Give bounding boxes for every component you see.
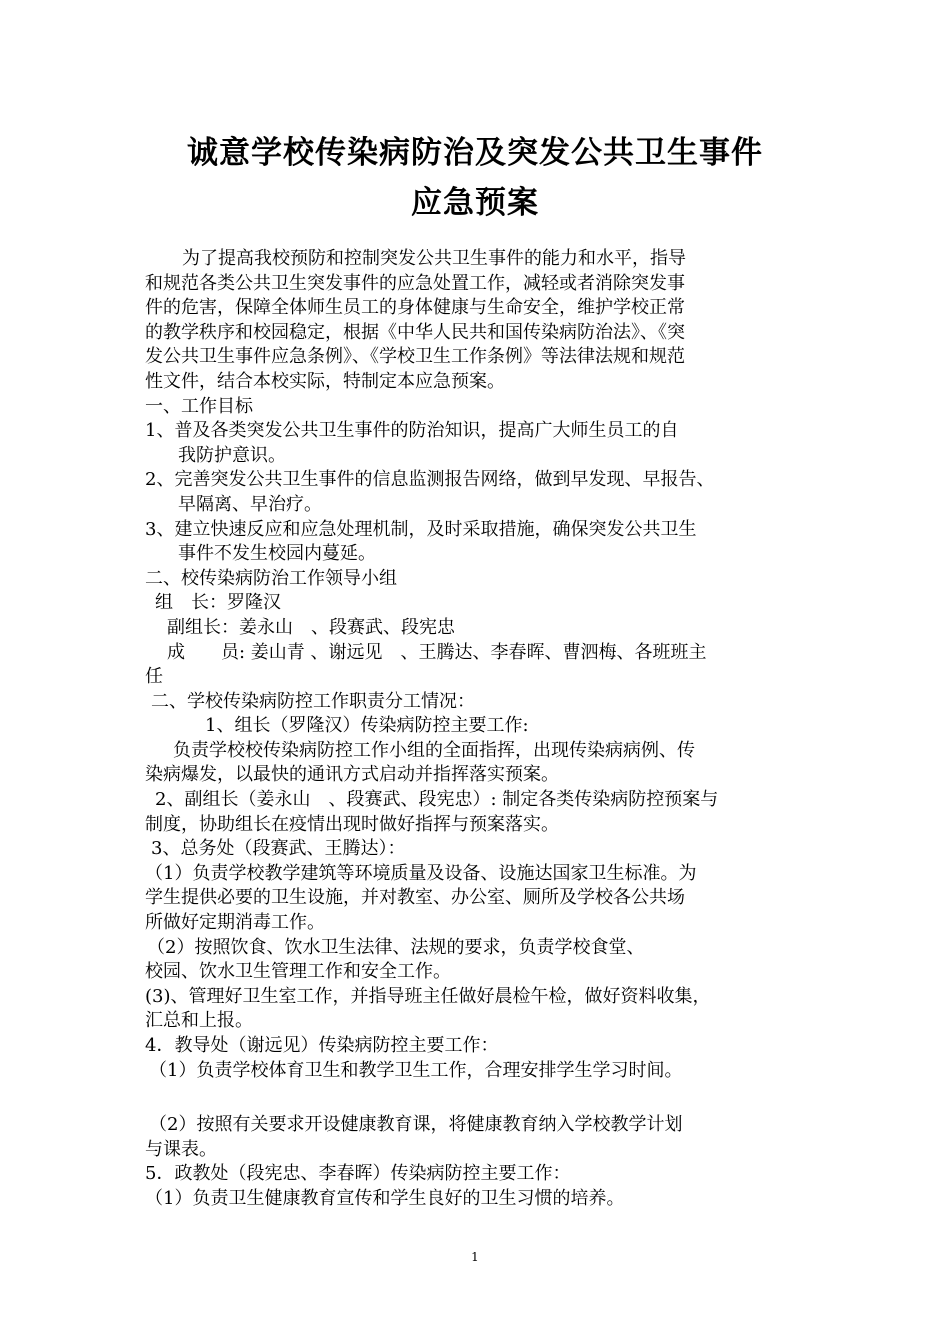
member-line: 成 员: 姜山青 、谢远见 、王腾达、李春晖、曹泗梅、各班班主 [167,641,707,663]
paragraph-line: 所做好定期消毒工作。 [145,912,325,934]
document-body [145,247,817,1212]
paragraph-line: （1）负责卫生健康教育宣传和学生良好的卫生习惯的培养。 [145,1187,625,1209]
paragraph-line: （1）负责学校体育卫生和教学卫生工作，合理安排学生学习时间。 [149,1059,683,1081]
paragraph-line: 为了提高我校预防和控制突发公共卫生事件的能力和水平，指导 [182,248,686,269]
paragraph-line: （2）按照有关要求开设健康教育课，将健康教育纳入学校教学计划 [149,1114,683,1136]
blank-line [145,1083,817,1113]
member-line: 任 [145,666,163,688]
paragraph-line: 学生提供必要的卫生设施，并对教室、办公室、厕所及学校各公共场 [145,887,685,909]
section-heading: 二、学校传染病防控工作职责分工情况： [151,690,475,712]
duty-heading: 5．政教处（段宪忠、李春晖）传染病防控主要工作： [145,1163,571,1185]
paragraph-line: （2）按照饮食、饮水卫生法律、法规的要求，负责学校食堂、 [147,936,645,958]
document-title-line-1: 诚意学校传染病防治及突发公共卫生事件 [187,135,763,171]
duty-heading: 2、副组长（姜永山 、段赛武、段宪忠）: 制定各类传染病防控预案与 [155,789,719,811]
paragraph-line: 汇总和上报。 [145,1010,253,1032]
list-item-line: 1、普及各类突发公共卫生事件的防治知识，提高广大师生员工的自 [145,420,679,442]
paragraph-line: 的教学秩序和校园稳定，根据《中华人民共和国传染病防治法》、《突 [145,321,685,343]
list-item-line: 3、建立快速反应和应急处理机制，及时采取措施，确保突发公共卫生 [145,518,697,540]
duty-heading: 3、总务处（段赛武、王腾达）： [151,838,406,860]
list-item-line: 2、完善突发公共卫生事件的信息监测报告网络，做到早发现、早报告、 [145,469,715,491]
paragraph-line: 发公共卫生事件应急条例》、《学校卫生工作条例》等法律法规和规范 [145,346,685,368]
list-item-line: 早隔离、早治疗。 [178,493,322,515]
paragraph-line: （1）负责学校教学建筑等环境质量及设备、设施达国家卫生标准。为 [145,862,697,884]
section-heading: 二、校传染病防治工作领导小组 [145,567,397,589]
list-item-line: 我防护意识。 [178,444,286,466]
duty-heading: 4．教导处（谢远见）传染病防控主要工作： [145,1035,499,1056]
duty-heading: 1、组长（罗隆汉）传染病防控主要工作: [205,715,529,737]
member-line: 组 长：罗隆汉 [155,592,281,614]
paragraph-line: 与课表。 [145,1138,217,1160]
page-number: 1 [471,1250,479,1264]
paragraph-line: 负责学校校传染病防控工作小组的全面指挥，出现传染病病例、传 [173,739,695,761]
paragraph-line: 和规范各类公共卫生突发事件的应急处置工作，减轻或者消除突发事 [145,272,685,294]
section-heading: 一、工作目标 [145,395,253,417]
paragraph-line: 染病爆发，以最快的通讯方式启动并指挥落实预案。 [145,764,559,786]
member-line: 副组长：姜永山 、段赛武、段宪忠 [167,616,455,638]
paragraph-line: 件的危害，保障全体师生员工的身体健康与生命安全，维护学校正常 [145,297,685,319]
paragraph-line: (3)、管理好卫生室工作，并指导班主任做好晨检午检，做好资料收集， [145,985,711,1007]
paragraph-line: 性文件，结合本校实际，特制定本应急预案。 [145,370,505,392]
list-item-line: 事件不发生校园内蔓延。 [178,543,376,565]
paragraph-line: 校园、饮水卫生管理工作和安全工作。 [145,961,451,983]
document-title-line-2: 应急预案 [411,185,539,221]
paragraph-line: 制度，协助组长在疫情出现时做好指挥与预案落实。 [145,813,559,835]
